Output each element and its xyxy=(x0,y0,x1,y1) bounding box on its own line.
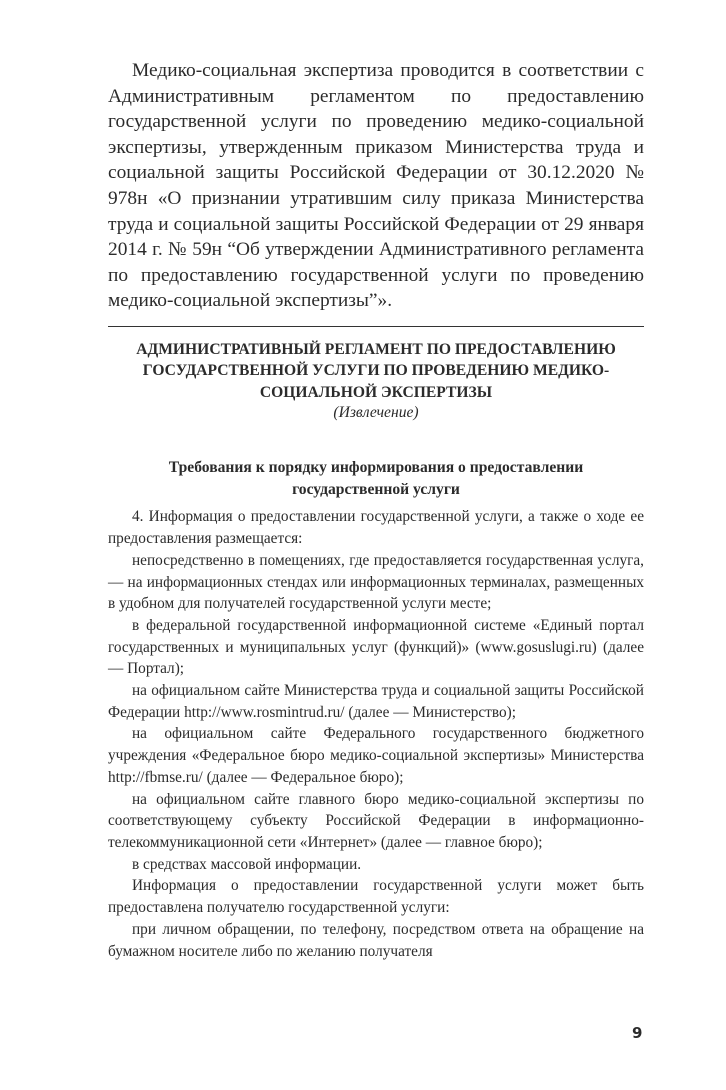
section-heading-line-1: Требования к порядку информирования о предоставлении xyxy=(168,459,584,477)
paragraph: в средствах массовой информации. xyxy=(132,855,362,873)
paragraph: на официальном сайте главного бюро медико-социальной экспертизы по соответствующему субъекту Российской Федерации в информационно-телекоммуникационной сети «Интернет» (далее — главное бюро); xyxy=(108,790,644,851)
paragraph: 4. Информация о предоставлении государственной услуги, а также о ходе ее предоставления размещается: xyxy=(108,508,644,548)
page-body xyxy=(108,58,644,962)
section-divider xyxy=(108,326,644,327)
title-line-1: АДМИНИСТРАТИВНЫЙ РЕГЛАМЕНТ ПО ПРЕДОСТАВЛЕНИЮ xyxy=(136,340,616,358)
paragraph: в федеральной государственной информационной системе «Единый портал государственных и муниципальных услуг (функций)» (www.gosuslugi.ru) (далее — Портал); xyxy=(108,616,644,678)
paragraph: при личном обращении, по телефону, посредством ответа на обращение на бумажном носителе либо по желанию получателя xyxy=(108,920,644,960)
intro-paragraph: Медико-социальная экспертиза проводится в соответствии с Административным регламентом по предоставлению государственной услуги по проведению медико-социальной экспертизы, утвержденным приказом Министерства труда и социальной защиты Российской Федерации от 30.12.2020 № 978н «О признании утратившим силу приказа Министерства труда и социальной защиты Российской Федерации от 29 января 2014 г. № 59н “Об утверждении Административного регламента по предоставлению государственной услуги по проведению медико-социальной экспертизы”». xyxy=(108,60,644,312)
title-line-2: ГОСУДАРСТВЕННОЙ УСЛУГИ ПО ПРОВЕДЕНИЮ МЕДИКО- xyxy=(142,362,610,380)
section-heading xyxy=(108,457,644,500)
page-number: 9 xyxy=(632,1024,643,1042)
paragraph: на официальном сайте Министерства труда и социальной защиты Российской Федерации http://www.rosmintrud.ru/ (далее — Министерство); xyxy=(108,682,644,721)
paragraph: на официальном сайте Федерального государственного бюджетного учреждения «Федеральное бюро медико-социальной экспертизы» Министерства http://fbmse.ru/ (далее — Федеральное бюро); xyxy=(108,725,644,786)
title-line-3: СОЦИАЛЬНОЙ ЭКСПЕРТИЗЫ xyxy=(259,383,493,401)
title-note: (Извлечение) xyxy=(333,404,419,422)
section-body xyxy=(108,506,644,962)
section-heading-line-2: государственной услуги xyxy=(292,480,460,498)
paragraph: непосредственно в помещениях, где предоставляется государственная услуга, — на информационных стендах или информационных терминалах, размещенных в удобном для получателей государственной услуги месте; xyxy=(108,551,644,613)
paragraph: Информация о предоставлении государственной услуги может быть предоставлена получателю государственной услуги: xyxy=(108,877,644,917)
document-title xyxy=(108,339,644,424)
